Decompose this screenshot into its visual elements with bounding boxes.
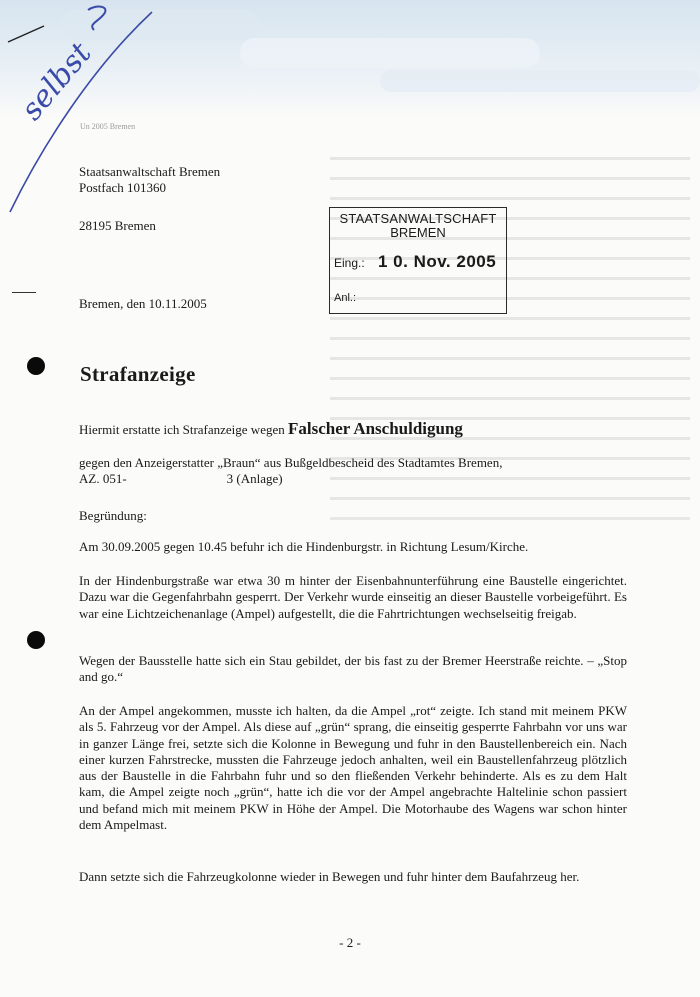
handwritten-note: selbst xyxy=(14,36,99,128)
recipient-line: Staatsanwaltschaft Bremen xyxy=(79,164,221,179)
page-number: - 2 - xyxy=(339,935,361,950)
against-block xyxy=(79,455,502,487)
sender-line: Un 2005 Bremen xyxy=(80,122,136,131)
document-title: Strafanzeige xyxy=(80,362,196,386)
paragraph: Dann setzte sich die Fahrzeugkolonne wieder in Bewegen und fuhr hinter dem Baufahrzeug her. xyxy=(79,869,580,884)
paragraph: Wegen der Bausstelle hatte sich ein Stau gebildet, der bis fast zu der Bremer Heerstraße reichte. – „Stop and go.“ xyxy=(79,653,627,685)
file-reference xyxy=(79,471,502,487)
intro-prefix: Hiermit erstatte ich Strafanzeige wegen xyxy=(79,422,288,437)
date-line: Bremen, den 10.11.2005 xyxy=(79,296,207,311)
recipient-city: 28195 Bremen xyxy=(79,218,156,233)
intro-line xyxy=(79,421,463,438)
against-line: gegen den Anzeigerstatter „Braun“ aus Bußgeldbescheid des Stadtamtes Bremen, xyxy=(79,455,503,470)
file-reference-suffix: 3 (Anlage) xyxy=(226,471,283,486)
stamp-received-date: 1 0. Nov. 2005 xyxy=(378,252,497,271)
stamp-received-label: Eing.: xyxy=(334,256,365,270)
recipient-line: Postfach 101360 xyxy=(79,180,167,195)
paragraph: In der Hindenburgstraße war etwa 30 m hinter der Eisenbahnunterführung eine Baustelle eingerichtet. Dazu war die Gegenfahrbahn gesperrt. Der Verkehr wurde einseitig an dieser Baustelle vorbeigeführt. Es war eine Lichtzeichenanlage (Ampel) aufgestellt, die die Fahrtrichtungen wechselseitig freigab. xyxy=(79,573,627,621)
stamp-city: BREMEN xyxy=(390,225,446,240)
recipient-address xyxy=(79,164,220,196)
offense-name: Falscher Anschuldigung xyxy=(288,419,463,438)
received-stamp xyxy=(329,207,507,314)
punch-hole xyxy=(27,357,45,375)
fold-mark xyxy=(12,292,36,293)
paragraph: An der Ampel angekommen, musste ich halten, da die Ampel „rot“ zeigte. Ich stand mit meinem PKW als 5. Fahrzeug vor der Ampel. Als diese auf „grün“ sprang, die einseitig gesperrte Fahrbahn vor uns war in ganzer Länge frei, setzte sich die Kolonne in Bewegung und fuhr in den Baustellenbereich ein. Nach einer kurzen Fahrstrecke, mussten die Fahrzeuge jedoch anhalten, weil ein Baustellenfahrzeug plötzlich aus der Baustelle in die Fahrbahn fuhr und so den fließenden Verkehr behinderte. Als es zu dem Halt kam, die Ampel zeigte noch „grün“, hatte ich die vor der Ampel angebrachte Haltelinie schon passiert und befand mich mit meinem PKW in Höhe der Ampel. Die Motorhaube des Wagens war schon hinter dem Ampelmast. xyxy=(79,703,627,833)
file-reference-prefix: AZ. 051- xyxy=(79,471,127,486)
punch-hole xyxy=(27,631,45,649)
paragraph: Am 30.09.2005 gegen 10.45 befuhr ich die Hindenburgstr. in Richtung Lesum/Kirche. xyxy=(79,539,529,554)
reason-heading: Begründung: xyxy=(79,508,147,523)
stamp-authority: STAATSANWALTSCHAFT xyxy=(339,211,497,226)
stamp-attachment-label: Anl.: xyxy=(334,292,357,304)
